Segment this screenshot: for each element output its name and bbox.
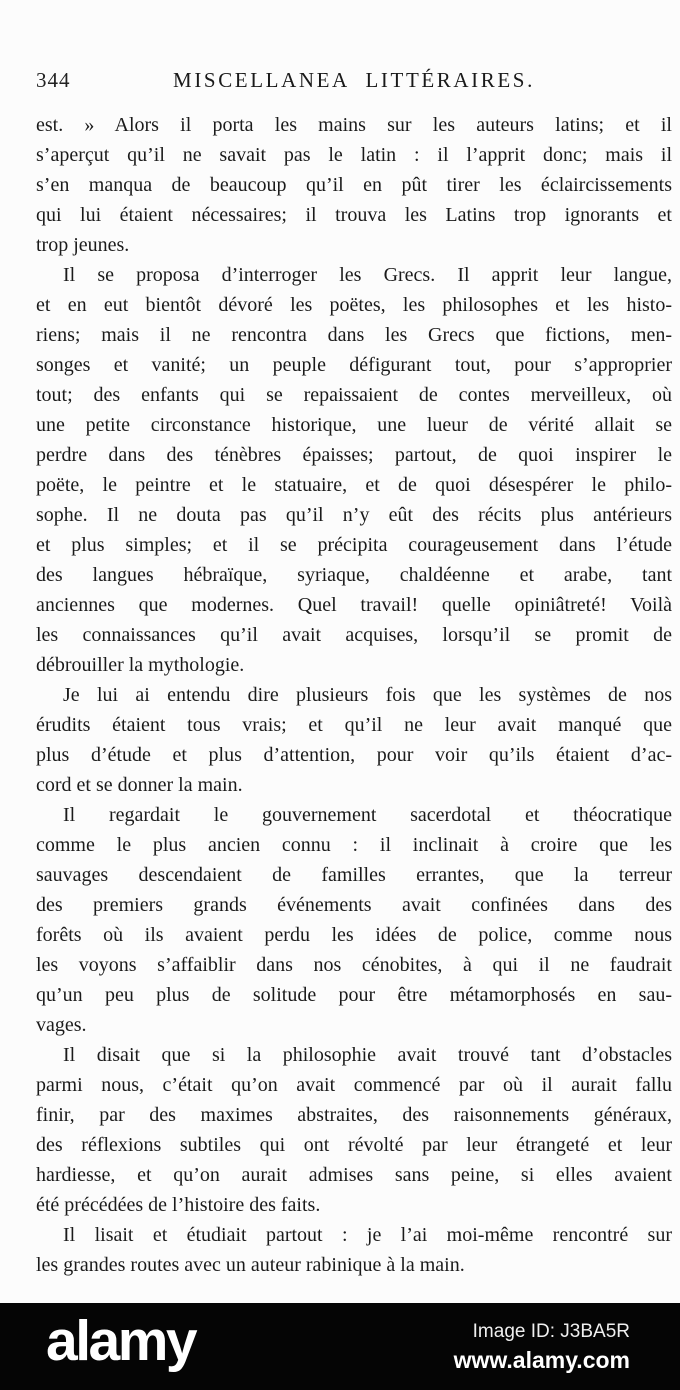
paragraph [36,800,672,1040]
paragraph [36,680,672,800]
page-number: 344 [36,68,71,92]
paragraph [36,110,672,260]
text-line: est. » Alors il porta les mains sur les auteurs latins; et il [36,114,672,136]
text-line: poëte, le peintre et le statuaire, et de quoi désespérer le philo- [36,474,672,496]
text-line: plus d’étude et plus d’attention, pour voir qu’ils étaient d’ac- [36,744,672,766]
text-line: sophe. Il ne douta pas qu’il n’y eût des récits plus antérieurs [36,504,672,526]
text-line: Il lisait et étudiait partout : je l’ai moi-même rencontré sur [63,1224,672,1246]
watermark-info [454,1319,630,1375]
paragraph [36,1220,672,1280]
text-line: hardiesse, et qu’on aurait admises sans peine, si elles avaient [36,1164,672,1186]
text-line: comme le plus ancien connu : il inclinait à croire que les [36,834,672,856]
text-line: vages. [36,1014,87,1036]
page-header [36,68,672,94]
text-line: les connaissances qu’il avait acquises, lorsqu’il se promit de [36,624,672,646]
text-line: été précédées de l’histoire des faits. [36,1194,321,1216]
text-line: qui lui étaient nécessaires; il trouva les Latins trop ignorants et [36,204,672,226]
paragraph [36,260,672,680]
alamy-logo: alamy [46,1309,196,1373]
text-line: érudits étaient tous vrais; et qu’il ne leur avait manqué que [36,714,672,736]
text-line: les voyons s’affaiblir dans nos cénobites, à qui il ne faudrait [36,954,672,976]
text-line: sauvages descendaient de familles errantes, que la terreur [36,864,672,886]
running-title: MISCELLANEA LITTÉRAIRES. [173,68,535,92]
text-line: qu’un peu plus de solitude pour être métamorphosés en sau- [36,984,672,1006]
text-line: Je lui ai entendu dire plusieurs fois que les systèmes de nos [63,684,672,706]
text-line: forêts où ils avaient perdu les idées de police, comme nous [36,924,672,946]
text-line: des réflexions subtiles qui ont révolté par leur étrangeté et leur [36,1134,672,1156]
text-line: des premiers grands événements avait confinées dans des [36,894,672,916]
text-line: Il regardait le gouvernement sacerdotal et théocratique [63,804,672,826]
text-line: songes et vanité; un peuple défigurant tout, pour s’approprier [36,354,672,376]
text-line: anciennes que modernes. Quel travail! quelle opiniâtreté! Voilà [36,594,672,616]
image-id-label: Image ID: J3BA5R [472,1321,630,1342]
text-line: tout; des enfants qui se repaissaient de contes merveilleux, où [36,384,672,406]
body-text [36,110,672,1280]
text-line: débrouiller la mythologie. [36,654,245,676]
website-url: www.alamy.com [453,1347,630,1373]
text-line: et plus simples; et il se précipita courageusement dans l’étude [36,534,672,556]
text-line: les grandes routes avec un auteur rabinique à la main. [36,1254,465,1276]
text-line: Il disait que si la philosophie avait trouvé tant d’obstacles [63,1044,672,1066]
text-line: s’aperçut qu’il ne savait pas le latin : il l’apprit donc; mais il [36,144,672,166]
watermark-bar [0,1303,680,1390]
paragraph [36,1040,672,1220]
text-line: perdre dans des ténèbres épaisses; partout, de quoi inspirer le [36,444,672,466]
text-line: et en eut bientôt dévoré les poëtes, les philosophes et les histo- [36,294,672,316]
text-line: s’en manqua de beaucoup qu’il en pût tirer les éclaircissements [36,174,672,196]
text-line: finir, par des maximes abstraites, des raisonnements généraux, [36,1104,672,1126]
text-line: Il se proposa d’interroger les Grecs. Il apprit leur langue, [63,264,672,286]
text-line: une petite circonstance historique, une lueur de vérité allait se [36,414,672,436]
text-line: parmi nous, c’était qu’on avait commencé par où il aurait fallu [36,1074,672,1096]
text-line: cord et se donner la main. [36,774,243,796]
text-line: riens; mais il ne rencontra dans les Grecs que fictions, men- [36,324,672,346]
text-line: des langues hébraïque, syriaque, chaldéenne et arabe, tant [36,564,672,586]
text-line: trop jeunes. [36,234,130,256]
